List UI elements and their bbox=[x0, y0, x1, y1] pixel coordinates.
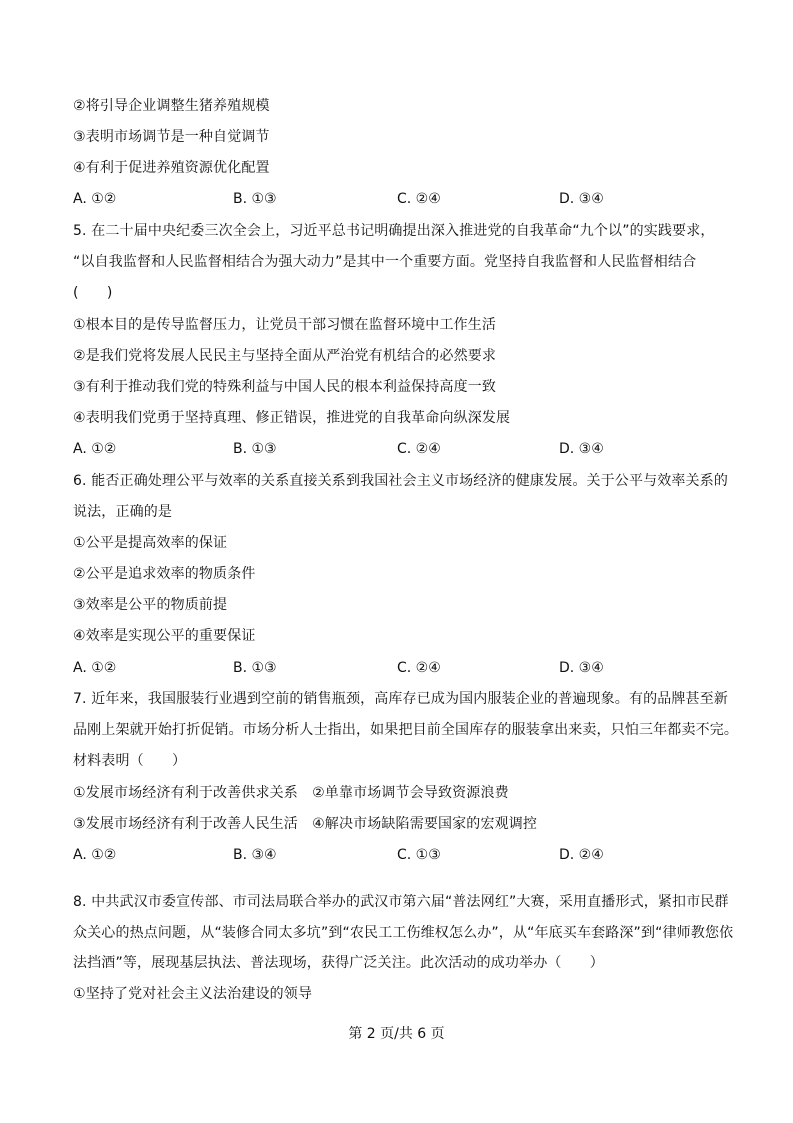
question-5-blank: ( ) bbox=[73, 285, 113, 301]
answer-options-q5 bbox=[73, 440, 733, 458]
question-8-stem: 众关心的热点问题，从“装修合同太多坑”到“农民工工伤维权怎么办”，从“年底买车套路深”到“律师教您依 bbox=[73, 925, 734, 941]
statement-line: ④有利于促进养殖资源优化配置 bbox=[73, 160, 270, 176]
statement-line: ④效率是实现公平的重要保证 bbox=[73, 628, 256, 644]
option-a: A. ①② bbox=[73, 660, 117, 676]
option-a: A. ①② bbox=[73, 191, 117, 207]
question-5-stem: 5. 在二十届中央纪委三次全会上，习近平总书记明确提出深入推进党的自我革命“九个以”的实践要求， bbox=[73, 223, 715, 239]
statement-line: ②将引导企业调整生猪养殖规模 bbox=[73, 98, 270, 114]
answer-options-q7 bbox=[73, 846, 733, 864]
option-d: D. ③④ bbox=[559, 441, 604, 457]
option-d: D. ③④ bbox=[559, 191, 604, 207]
option-a: A. ①② bbox=[73, 847, 117, 863]
option-c: C. ②④ bbox=[397, 191, 441, 207]
statement-line: ①发展市场经济有利于改善供求关系 ②单靠市场调节会导致资源浪费 bbox=[73, 785, 509, 801]
question-7-stem: 品刚上架就开始打折促销。市场分析人士指出，如果把目前全国库存的服装拿出来卖，只怕三年都卖不完。 bbox=[73, 722, 739, 738]
option-c: C. ①③ bbox=[397, 847, 441, 863]
statement-line: ①根本目的是传导监督压力，让党员干部习惯在监督环境中工作生活 bbox=[73, 317, 497, 333]
statement-line: ③有利于推动我们党的特殊利益与中国人民的根本利益保持高度一致 bbox=[73, 379, 497, 395]
option-c: C. ②④ bbox=[397, 441, 441, 457]
option-d: D. ③④ bbox=[559, 660, 604, 676]
question-6-stem: 6. 能否正确处理公平与效率的关系直接关系到我国社会主义市场经济的健康发展。关于公平与效率关系的 bbox=[73, 473, 729, 489]
question-7-stem: 材料表明（ ） bbox=[73, 753, 187, 769]
answer-options-q4 bbox=[73, 190, 733, 208]
option-b: B. ③④ bbox=[233, 847, 277, 863]
statement-line: ①坚持了党对社会主义法治建设的领导 bbox=[73, 986, 313, 1002]
question-7-stem: 7. 近年来，我国服装行业遇到空前的销售瓶颈，高库存已成为国内服装企业的普遍现象。有的品牌甚至新 bbox=[73, 691, 729, 707]
page-number-footer: 第 2 页/共 6 页 bbox=[348, 1026, 445, 1042]
question-6-stem: 说法，正确的是 bbox=[73, 504, 173, 520]
statement-line: ①公平是提高效率的保证 bbox=[73, 535, 228, 551]
option-b: B. ①③ bbox=[233, 660, 277, 676]
statement-line: ③发展市场经济有利于改善人民生活 ④解决市场缺陷需要国家的宏观调控 bbox=[73, 816, 538, 832]
answer-options-q6 bbox=[73, 659, 733, 677]
option-a: A. ①② bbox=[73, 441, 117, 457]
question-8-stem: 8. 中共武汉市委宣传部、市司法局联合举办的武汉市第六届“普法网红”大赛，采用直播形式，紧扣市民群 bbox=[73, 894, 729, 910]
statement-line: ③效率是公平的物质前提 bbox=[73, 597, 228, 613]
option-b: B. ①③ bbox=[233, 191, 277, 207]
statement-line: ②是我们党将发展人民民主与坚持全面从严治党有机结合的必然要求 bbox=[73, 348, 497, 364]
option-c: C. ②④ bbox=[397, 660, 441, 676]
statement-line: ④表明我们党勇于坚持真理、修正错误，推进党的自我革命向纵深发展 bbox=[73, 410, 511, 426]
question-8-stem: 法挡酒”等，展现基层执法、普法现场，获得广泛关注。此次活动的成功举办（ ） bbox=[73, 955, 604, 971]
option-b: B. ①③ bbox=[233, 441, 277, 457]
statement-line: ③表明市场调节是一种自觉调节 bbox=[73, 129, 270, 145]
option-d: D. ②④ bbox=[559, 847, 604, 863]
statement-line: ②公平是追求效率的物质条件 bbox=[73, 566, 256, 582]
question-5-stem: “以自我监督和人民监督相结合为强大动力”是其中一个重要方面。党坚持自我监督和人民监督相结合 bbox=[73, 254, 697, 270]
